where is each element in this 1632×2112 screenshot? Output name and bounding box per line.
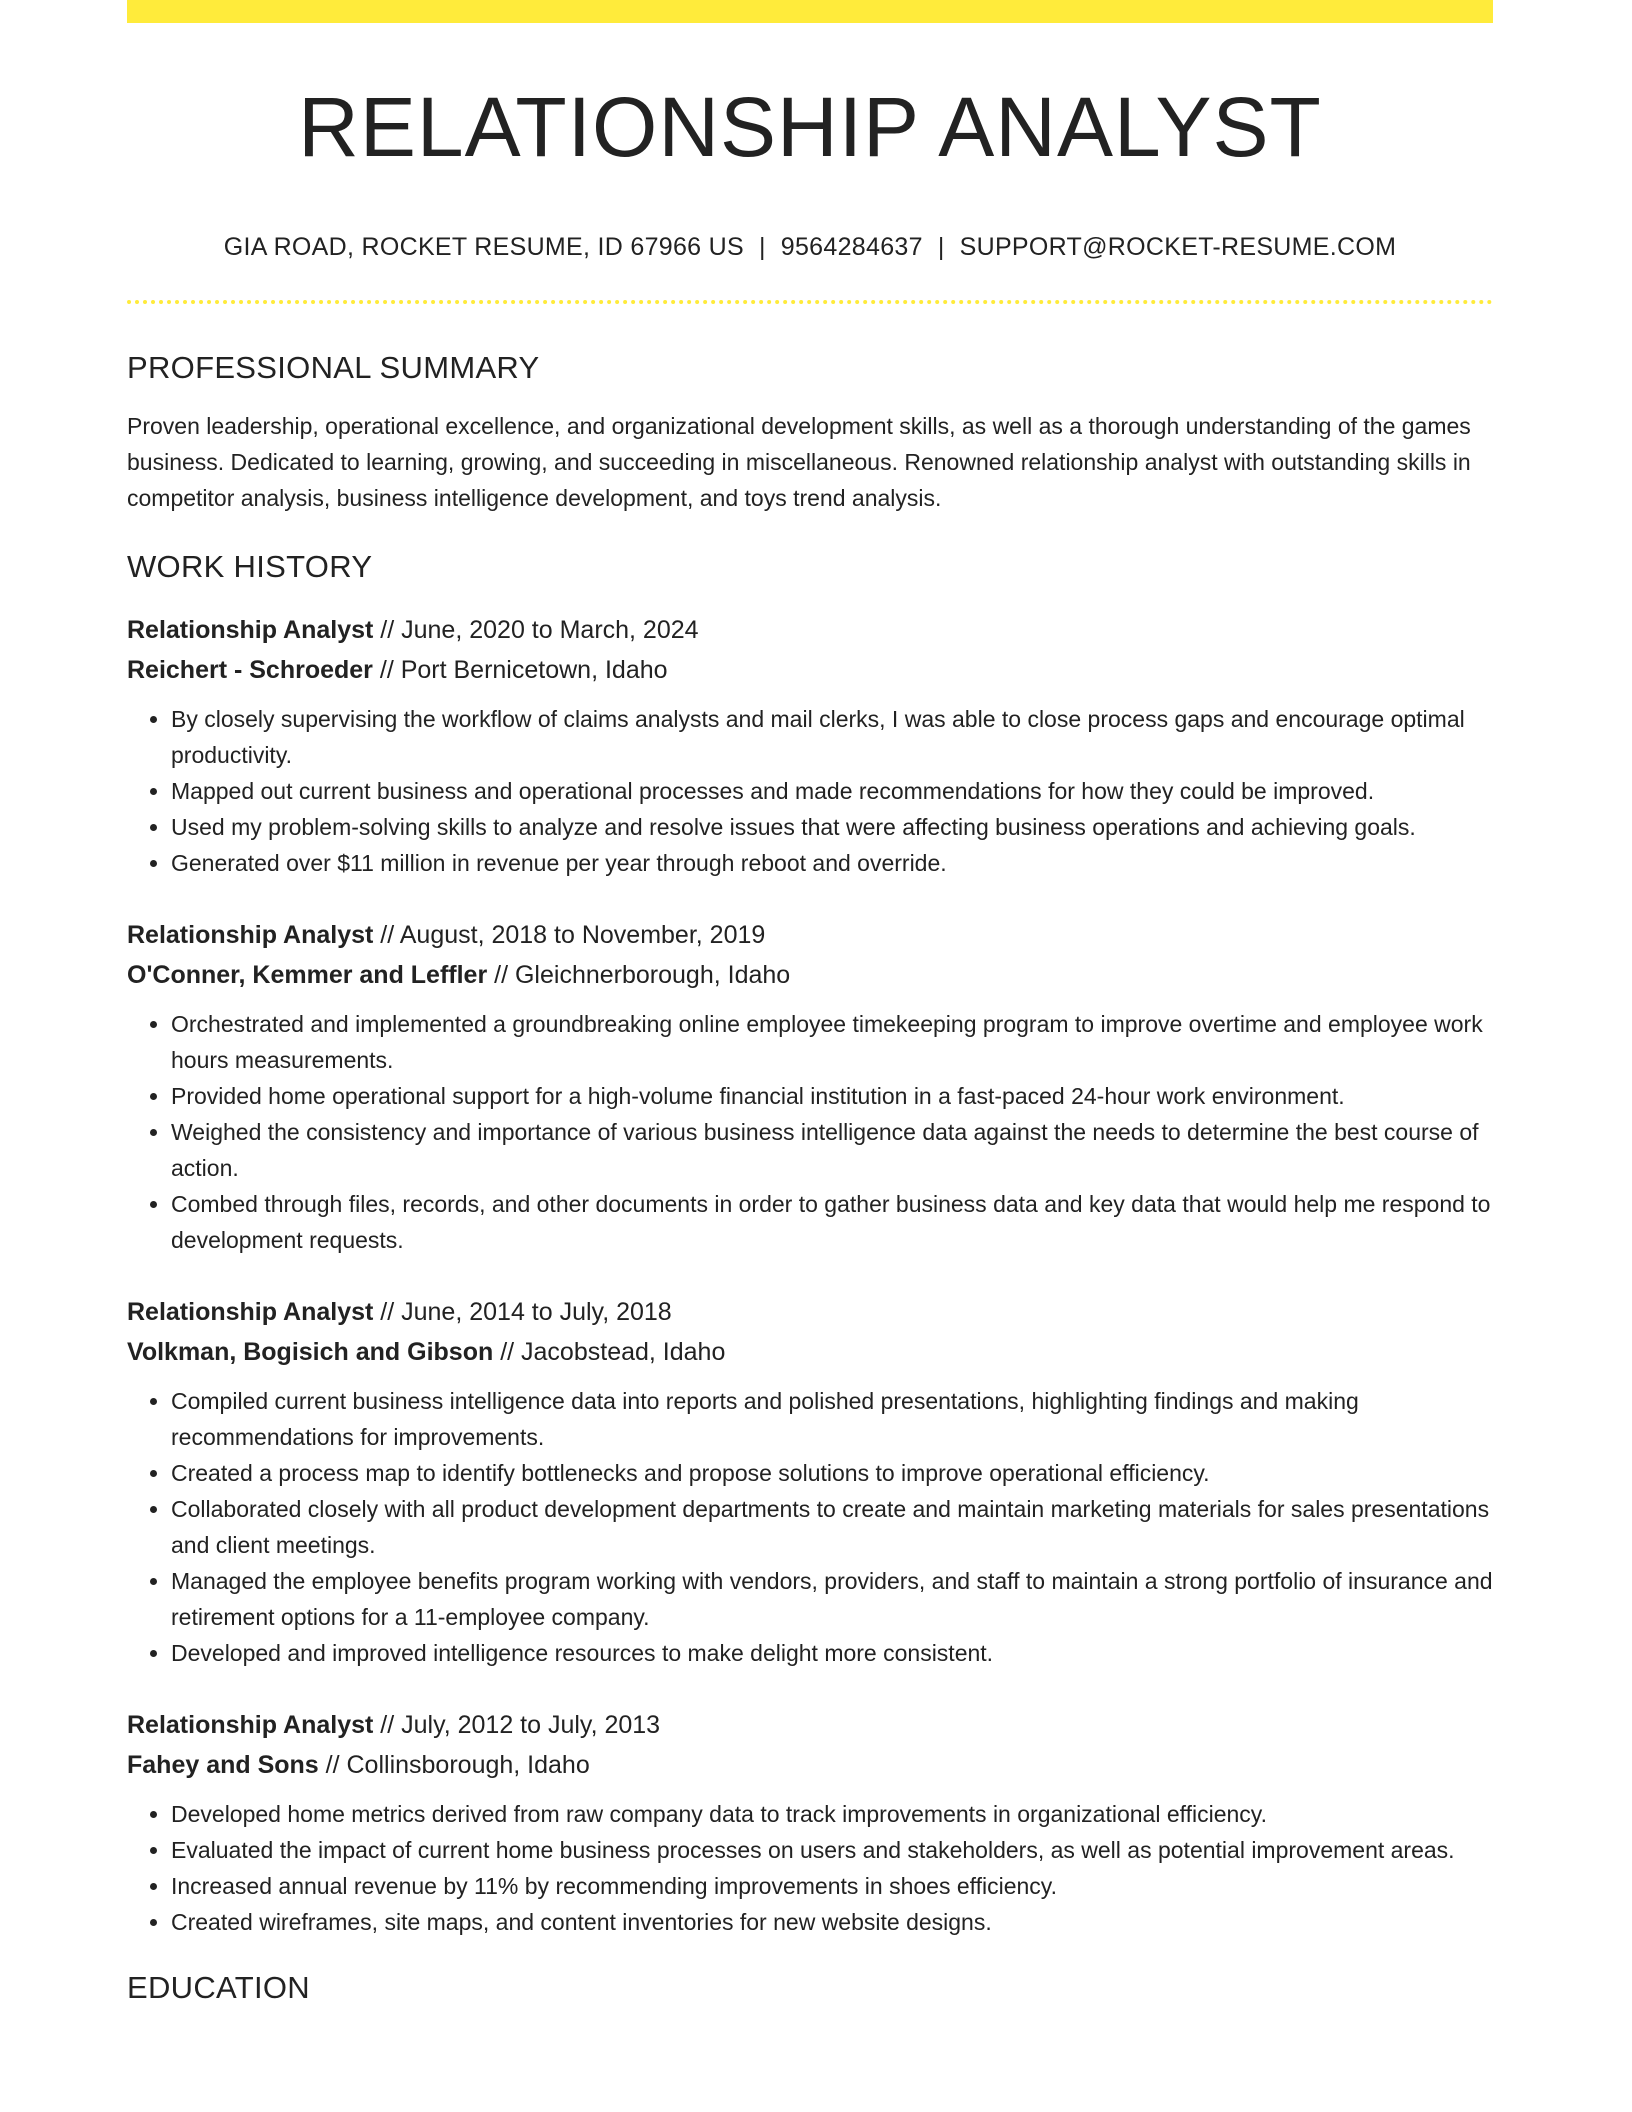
accent-top-bar [127,0,1493,23]
contact-separator: | [758,233,766,261]
bullet-item: • Developed home metrics derived from raw company data to track improvements in organizational efficiency. [171,1796,1493,1832]
job-company-line [127,650,1493,690]
bullet-item: • Combed through files, records, and other documents in order to gather business data and key data that would help me respond to development requests. [171,1186,1493,1258]
job-bullets [127,701,1493,881]
contact-line [127,235,1493,260]
job-company: O'Conner, Kemmer and Leffler [127,961,488,989]
job-role: Relationship Analyst [127,1298,374,1326]
education-heading: EDUCATION [127,1970,310,2005]
job-role: Relationship Analyst [127,1711,374,1739]
bullet-item: • Mapped out current business and operational processes and made recommendations for how they could be improved. [171,773,1493,809]
contact-phone: 9564284637 [780,233,923,261]
bullet-item: • Created a process map to identify bottlenecks and propose solutions to improve operational efficiency. [171,1455,1493,1491]
job-title-line [127,915,1493,955]
job-bullets [127,1006,1493,1258]
job-company: Volkman, Bogisich and Gibson [127,1338,494,1366]
bullet-item: • Collaborated closely with all product development departments to create and maintain marketing materials for sales presentations and client meetings. [171,1491,1493,1563]
job-company-line [127,955,1493,995]
contact-address: GIA ROAD, ROCKET RESUME, ID 67966 US [223,233,744,261]
job-dates: // June, 2014 to July, 2018 [373,1298,672,1326]
dotted-divider [127,300,1493,304]
work-history-heading: WORK HISTORY [127,549,373,584]
resume-page [127,0,1493,2003]
bullet-item: • Weighed the consistency and importance of various business intelligence data against the needs to determine the best course of action. [171,1114,1493,1186]
bullet-item: • Developed and improved intelligence resources to make delight more consistent. [171,1635,1493,1671]
job-entry [127,1292,1493,1671]
job-company: Fahey and Sons [127,1751,319,1779]
job-dates: // August, 2018 to November, 2019 [373,921,766,949]
job-role: Relationship Analyst [127,921,374,949]
summary-heading: PROFESSIONAL SUMMARY [127,350,540,385]
bullet-item: • Used my problem-solving skills to analyze and resolve issues that were affecting business operations and achieving goals. [171,809,1493,845]
bullet-item: • Generated over $11 million in revenue per year through reboot and override. [171,845,1493,881]
job-location: // Collinsborough, Idaho [318,1751,590,1779]
contact-separator: | [937,233,945,261]
bullet-item: • Provided home operational support for a high-volume financial institution in a fast-paced 24-hour work environment. [171,1078,1493,1114]
job-entry [127,610,1493,881]
bullet-item: • By closely supervising the workflow of claims analysts and mail clerks, I was able to close process gaps and encourage optimal productivity. [171,701,1493,773]
bullet-item: • Orchestrated and implemented a groundbreaking online employee timekeeping program to improve overtime and employee work hours measurements. [171,1006,1493,1078]
bullet-item: • Created wireframes, site maps, and content inventories for new website designs. [171,1904,1493,1940]
job-entry [127,1705,1493,1940]
job-dates: // July, 2012 to July, 2013 [373,1711,661,1739]
bullet-item: • Managed the employee benefits program working with vendors, providers, and staff to maintain a strong portfolio of insurance and retirement options for a 11-employee company. [171,1563,1493,1635]
bullet-item: • Evaluated the impact of current home business processes on users and stakeholders, as well as potential improvement areas. [171,1832,1493,1868]
summary-text: Proven leadership, operational excellence, and organizational development skills, as well as a thorough understanding of the games business. Dedicated to learning, growing, and succeeding in miscellaneous. Renowned relationship analyst with outstanding skills in competitor analysis, business intelligence development, and toys trend analysis. [127,413,1471,511]
job-title-line [127,1292,1493,1332]
bullet-item: • Increased annual revenue by 11% by recommending improvements in shoes efficiency. [171,1868,1493,1904]
job-location: // Port Bernicetown, Idaho [372,656,668,684]
job-title-line [127,1705,1493,1745]
job-company: Reichert - Schroeder [127,656,373,684]
contact-email: SUPPORT@ROCKET-RESUME.COM [959,233,1397,261]
job-location: // Gleichnerborough, Idaho [487,961,791,989]
job-entry [127,915,1493,1258]
bullet-item: • Compiled current business intelligence data into reports and polished presentations, highlighting findings and making recommendations for improvements. [171,1383,1493,1455]
job-dates: // June, 2020 to March, 2024 [373,616,699,644]
job-bullets [127,1796,1493,1940]
job-title-line [127,610,1493,650]
job-bullets [127,1383,1493,1671]
job-location: // Jacobstead, Idaho [493,1338,726,1366]
job-company-line [127,1745,1493,1785]
job-role: Relationship Analyst [127,616,374,644]
job-company-line [127,1332,1493,1372]
resume-name: RELATIONSHIP ANALYST [298,80,1322,174]
